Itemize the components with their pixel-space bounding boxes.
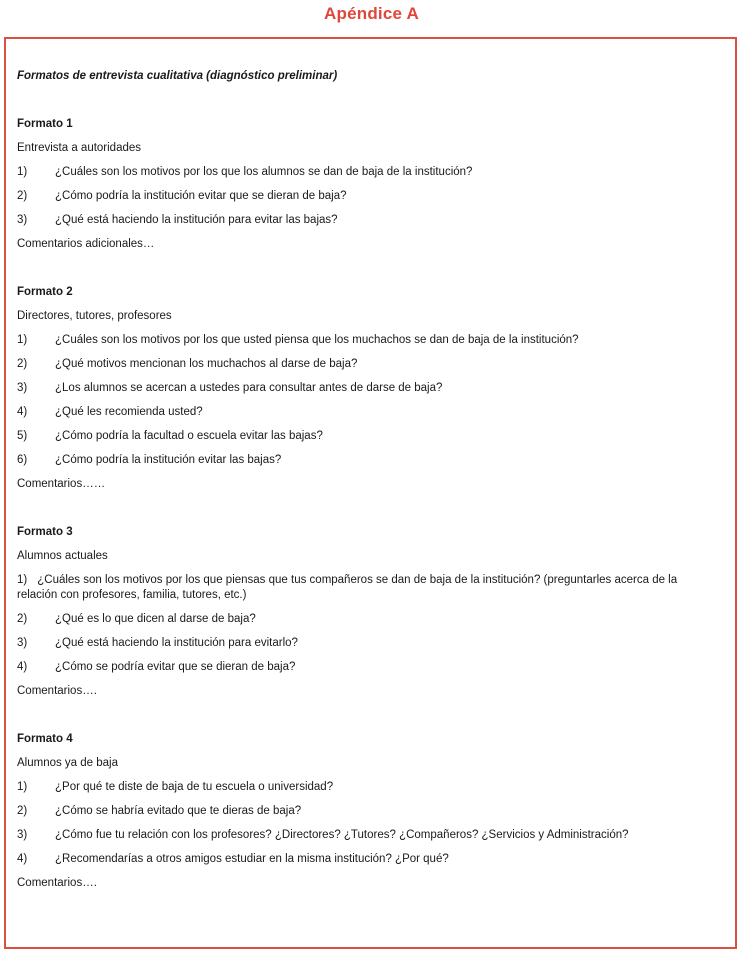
- question-text: ¿Cómo podría la facultad o escuela evitar las bajas?: [55, 430, 323, 442]
- question-text: ¿Qué les recomienda usted?: [55, 406, 203, 418]
- question-text: ¿Cuáles son los motivos por los que los alumnos se dan de baja de la institución?: [55, 166, 473, 178]
- format-title: Formato 2: [17, 286, 73, 298]
- question-text: ¿Cómo podría la institución evitar las bajas?: [55, 454, 282, 466]
- document-content: [17, 45, 717, 900]
- question-item: [17, 405, 717, 429]
- format-title: Formato 4: [17, 733, 73, 745]
- question-number: 5): [17, 430, 28, 442]
- question-text: ¿Qué motivos mencionan los muchachos al darse de baja?: [55, 358, 358, 370]
- question-text: ¿Qué es lo que dicen al darse de baja?: [55, 613, 256, 625]
- question-text: ¿Cómo se habría evitado que te dieras de baja?: [55, 805, 302, 817]
- question-text: ¿Cuáles son los motivos por los que usted piensa que los muchachos se dan de baja de la institución?: [55, 334, 579, 346]
- question-item: [17, 357, 717, 381]
- question-number: 3): [17, 214, 28, 226]
- question-item: [17, 852, 717, 876]
- question-number: 1): [17, 574, 28, 586]
- question-number: 1): [17, 781, 28, 793]
- format-title: Formato 1: [17, 118, 73, 130]
- question-number: 4): [17, 406, 28, 418]
- comments-line: Comentarios adicionales…: [17, 238, 155, 250]
- format-audience: Alumnos ya de baja: [17, 757, 119, 769]
- question-item: [17, 453, 717, 477]
- question-number: 2): [17, 358, 28, 370]
- question-item: [17, 828, 717, 852]
- question-text: ¿Recomendarías a otros amigos estudiar en la misma institución? ¿Por qué?: [55, 853, 449, 865]
- question-number: 2): [17, 805, 28, 817]
- comments-line: Comentarios….: [17, 877, 97, 889]
- question-item: [17, 429, 717, 453]
- appendix-title: Apéndice A: [324, 4, 419, 23]
- question-number: 4): [17, 661, 28, 673]
- question-item: [17, 612, 717, 636]
- question-number: 3): [17, 829, 28, 841]
- question-item: [17, 381, 717, 405]
- question-item: [17, 636, 717, 660]
- question-number: 4): [17, 853, 28, 865]
- question-text: ¿Cómo podría la institución evitar que se dieran de baja?: [55, 190, 347, 202]
- question-text: ¿Por qué te diste de baja de tu escuela o universidad?: [55, 781, 334, 793]
- format-section-2: [17, 285, 717, 501]
- format-title: Formato 3: [17, 526, 73, 538]
- question-item: [17, 165, 717, 189]
- comments-line: Comentarios……: [17, 478, 106, 490]
- question-item: [17, 189, 717, 213]
- question-item: [17, 780, 717, 804]
- question-number: 3): [17, 382, 28, 394]
- question-number: 2): [17, 190, 28, 202]
- format-section-4: [17, 732, 717, 900]
- question-text: ¿Qué está haciendo la institución para evitarlo?: [55, 637, 298, 649]
- question-text: ¿Qué está haciendo la institución para evitar las bajas?: [55, 214, 338, 226]
- question-text: ¿Los alumnos se acercan a ustedes para consultar antes de darse de baja?: [55, 382, 443, 394]
- question-number: 1): [17, 166, 28, 178]
- question-number: 3): [17, 637, 28, 649]
- question-text: ¿Cómo fue tu relación con los profesores? ¿Directores? ¿Tutores? ¿Compañeros? ¿Servicios y Administración?: [55, 829, 629, 841]
- question-number: 1): [17, 334, 28, 346]
- question-item: [17, 660, 717, 684]
- comments-line: Comentarios….: [17, 685, 97, 697]
- question-item: [17, 804, 717, 828]
- question-text: ¿Cuáles son los motivos por los que piensas que tus compañeros se dan de baja de la institución? (preguntarles acerca de la relación con profesores, familia, tutores, etc.): [17, 574, 678, 601]
- format-audience: Alumnos actuales: [17, 550, 108, 562]
- document-subtitle: Formatos de entrevista cualitativa (diagnóstico preliminar): [17, 70, 338, 82]
- question-number: 6): [17, 454, 28, 466]
- question-item: [17, 333, 717, 357]
- question-item: [17, 573, 717, 612]
- format-audience: Entrevista a autoridades: [17, 142, 142, 154]
- question-item: [17, 213, 717, 237]
- question-number: 2): [17, 613, 28, 625]
- format-section-1: [17, 117, 717, 261]
- question-text: ¿Cómo se podría evitar que se dieran de baja?: [55, 661, 296, 673]
- format-audience: Directores, tutores, profesores: [17, 310, 172, 322]
- format-section-3: [17, 525, 717, 708]
